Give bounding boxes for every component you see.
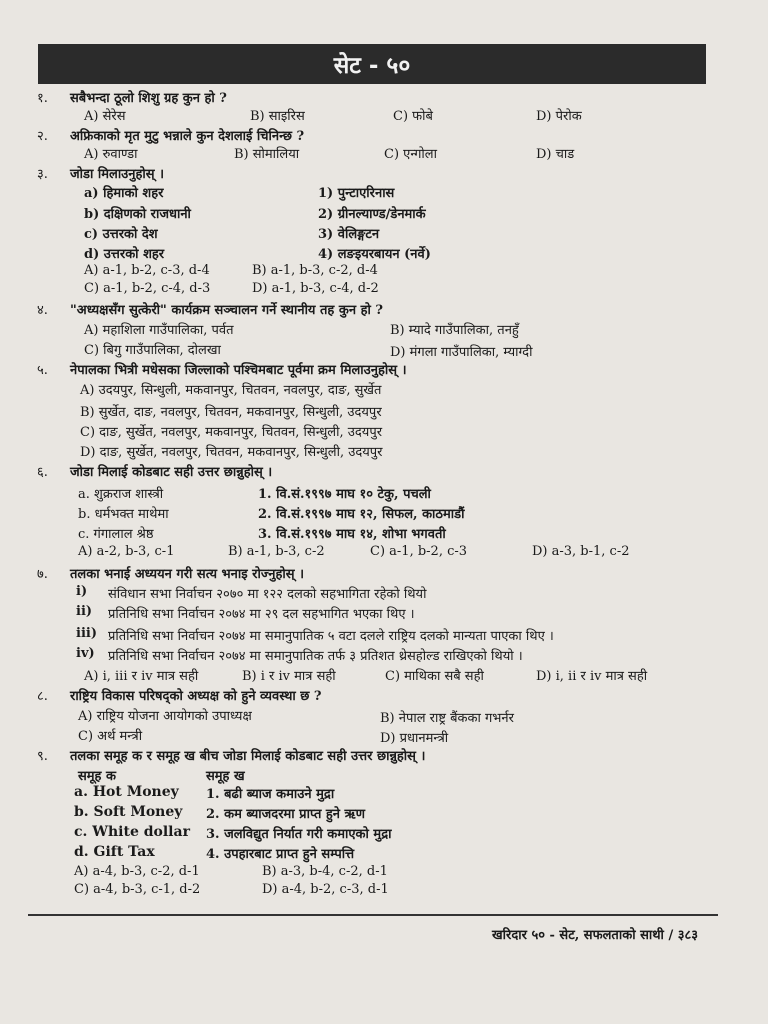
option-c: C) a-1, b-2, c-3 — [370, 544, 468, 559]
option-c: C) माथिका सबै सही — [385, 669, 484, 684]
option-c: C) a-4, b-3, c-1, d-2 — [74, 882, 201, 897]
match-left-b: b) दक्षिणको राजधानी — [84, 207, 191, 222]
option-b: B) सुर्खेत, दाङ, नवलपुर, चितवन, मकवानपुर, सिन्धुली, उदयपुर — [80, 405, 382, 420]
match-left-d: d) उत्तरको शहर — [84, 247, 165, 262]
option-d: D) पेरोक — [536, 109, 582, 124]
option-c: C) a-1, b-2, c-4, d-3 — [84, 281, 211, 296]
option-d: D) a-4, b-2, c-3, d-1 — [262, 882, 389, 897]
question-text: तलका भनाई अध्ययन गरी सत्य भनाइ रोज्नुहोस् । — [70, 567, 305, 582]
match-right-2: 2) ग्रीनल्याण्ड/डेनमार्क — [318, 207, 426, 222]
question-number: ८. — [37, 689, 48, 704]
page-footer: खरिदार ५० - सेट, सफलताको साथी / ३८३ — [492, 928, 698, 943]
option-c: C) एन्गोला — [384, 147, 437, 162]
statement-text: प्रतिनिधि सभा निर्वाचन २०७४ मा समानुपातिक तर्फ ३ प्रतिशत थ्रेसहोल्ड राखिएको थियो । — [108, 649, 523, 664]
match-left-a: a) हिमाको शहर — [84, 186, 164, 201]
option-a: A) राष्ट्रिय योजना आयोगको उपाध्यक्ष — [78, 709, 252, 724]
option-b: B) म्यादे गाउँपालिका, तनहुँ — [390, 323, 519, 338]
option-b: B) सोमालिया — [234, 147, 300, 162]
option-a: A) a-2, b-3, c-1 — [78, 544, 175, 559]
match-left-c: c. गंगालाल श्रेष्ठ — [78, 527, 154, 542]
question-number: ९. — [37, 749, 48, 764]
question-number: २. — [37, 129, 48, 144]
statement-numeral: i) — [76, 584, 88, 599]
option-a: A) a-1, b-2, c-3, d-4 — [84, 263, 210, 278]
question-text: नेपालका भित्री मधेसका जिल्लाको पश्चिमबाट पूर्वमा क्रम मिलाउनुहोस् । — [70, 363, 407, 378]
match-right-1: 1. वि.सं.१९९७ माघ १० टेकु, पचली — [258, 487, 431, 502]
match-right-1: 1. बढी ब्याज कमाउने मुद्रा — [206, 787, 335, 802]
question-number: ३. — [37, 167, 48, 182]
match-right-3: 3. जलविद्युत निर्यात गरी कमाएको मुद्रा — [206, 827, 392, 842]
match-left-c: c. White dollar — [74, 824, 190, 840]
option-d: D) दाङ, सुर्खेत, नवलपुर, चितवन, मकवानपुर, सिन्धुली, उदयपुर — [80, 445, 383, 460]
question-number: ७. — [37, 567, 48, 582]
option-b: B) a-1, b-3, c-2, d-4 — [252, 263, 378, 278]
match-left-a: a. शुक्रराज शास्त्री — [78, 487, 164, 502]
option-d: D) a-1, b-3, c-4, d-2 — [252, 281, 379, 296]
statement-text: प्रतिनिधि सभा निर्वाचन २०७४ मा समानुपातिक ५ वटा दलले राष्ट्रिय दलको मान्यता पाएका थिए । — [108, 629, 554, 644]
match-right-3: 3. वि.सं.१९९७ माघ १४, शोभा भगवती — [258, 527, 446, 542]
option-b: B) a-3, b-4, c-2, d-1 — [262, 864, 388, 879]
question-text: तलका समूह क र समूह ख बीच जोडा मिलाई कोडबाट सही उत्तर छान्नुहोस् । — [70, 749, 426, 764]
option-d: D) मंगला गाउँपालिका, म्याग्दी — [390, 345, 533, 360]
group-ka-heading: समूह क — [78, 769, 116, 784]
option-b: B) नेपाल राष्ट्र बैंकका गभर्नर — [380, 711, 514, 726]
match-left-b: b. Soft Money — [74, 804, 183, 820]
option-d: D) चाड — [536, 147, 575, 162]
option-c: C) अर्थ मन्त्री — [78, 729, 143, 744]
match-right-4: 4. उपहारबाट प्राप्त हुने सम्पत्ति — [206, 847, 355, 862]
question-text: सबैभन्दा ठूलो शिशु ग्रह कुन हो ? — [70, 91, 227, 106]
statement-numeral: iii) — [76, 626, 97, 641]
option-c: C) दाङ, सुर्खेत, नवलपुर, मकवानपुर, चितवन, सिन्धुली, उदयपुर — [80, 425, 383, 440]
option-c: C) फोबे — [393, 109, 433, 124]
match-left-d: d. Gift Tax — [74, 844, 155, 860]
match-left-a: a. Hot Money — [74, 784, 179, 800]
option-a: A) सेरेस — [84, 109, 126, 124]
match-right-3: 3) वेलिङ्गटन — [318, 227, 380, 242]
question-text: अफ्रिकाको मृत मुटु भन्नाले कुन देशलाई चिनिन्छ ? — [70, 129, 305, 144]
match-right-2: 2. वि.सं.१९९७ माघ १२, सिफल, काठमाडौं — [258, 507, 465, 522]
question-number: १. — [37, 91, 48, 106]
option-a: A) उदयपुर, सिन्धुली, मकवानपुर, चितवन, नवलपुर, दाङ, सुर्खेत — [80, 383, 382, 398]
question-text: "अध्यक्षसँग सुत्केरी" कार्यक्रम सञ्चालन गर्ने स्थानीय तह कुन हो ? — [70, 303, 383, 318]
match-right-2: 2. कम ब्याजदरमा प्राप्त हुने ऋण — [206, 807, 366, 822]
question-number: ६. — [37, 465, 48, 480]
option-a: A) a-4, b-3, c-2, d-1 — [74, 864, 200, 879]
footer-divider — [28, 914, 718, 916]
match-left-b: b. धर्मभक्त माथेमा — [78, 507, 169, 522]
option-b: B) साइरिस — [250, 109, 305, 124]
match-right-4: 4) लङइयरबायन (नर्वे) — [318, 247, 431, 262]
group-kha-heading: समूह ख — [206, 769, 245, 784]
match-right-1: 1) पुन्टाएरिनास — [318, 186, 395, 201]
question-number: ४. — [37, 303, 48, 318]
question-text: जोडा मिलाई कोडबाट सही उत्तर छान्नुहोस् । — [70, 465, 273, 480]
match-left-c: c) उत्तरको देश — [84, 227, 158, 242]
option-d: D) i, ii र iv मात्र सही — [536, 669, 648, 684]
statement-numeral: iv) — [76, 646, 95, 661]
option-b: B) a-1, b-3, c-2 — [228, 544, 325, 559]
statement-text: प्रतिनिधि सभा निर्वाचन २०७४ मा २९ दल सहभागित भएका थिए । — [108, 607, 415, 622]
option-a: A) रुवाण्डा — [84, 147, 138, 162]
option-a: A) महाशिला गाउँपालिका, पर्वत — [84, 323, 234, 338]
set-banner: सेट - ५० — [38, 44, 706, 84]
option-d: D) a-3, b-1, c-2 — [532, 544, 630, 559]
option-b: B) i र iv मात्र सही — [242, 669, 336, 684]
option-d: D) प्रधानमन्त्री — [380, 731, 449, 746]
question-number: ५. — [37, 363, 48, 378]
option-a: A) i, iii र iv मात्र सही — [84, 669, 199, 684]
statement-text: संविधान सभा निर्वाचन २०७० मा १२२ दलको सहभागिता रहेको थियो — [108, 587, 427, 602]
statement-numeral: ii) — [76, 604, 93, 619]
question-text: जोडा मिलाउनुहोस् । — [70, 167, 165, 182]
option-c: C) बिगु गाउँपालिका, दोलखा — [84, 343, 221, 358]
question-text: राष्ट्रिय विकास परिषद्को अध्यक्ष को हुने व्यवस्था छ ? — [70, 689, 322, 704]
